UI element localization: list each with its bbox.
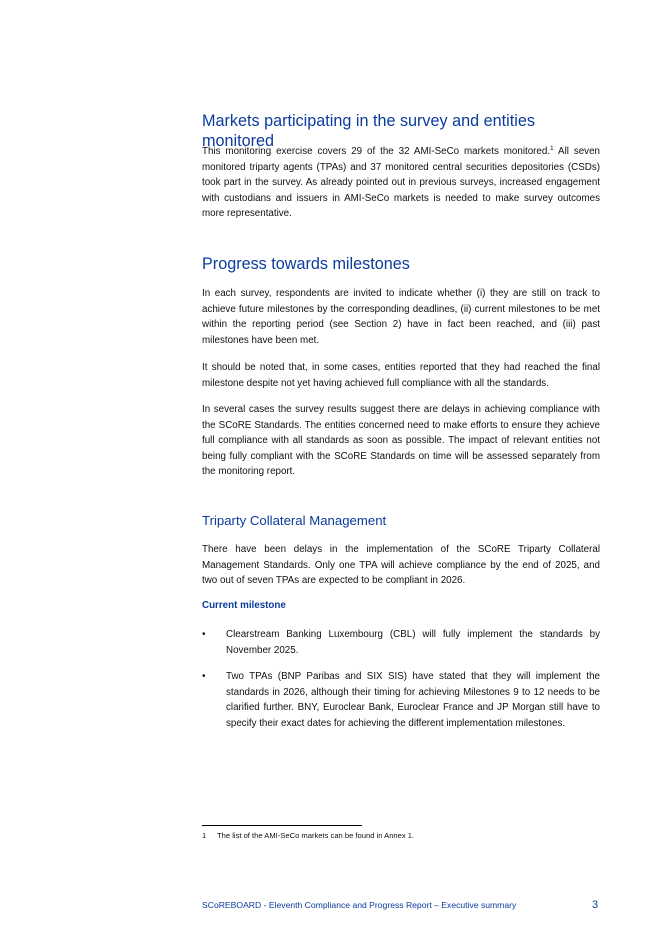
page-footer: SCoREBOARD - Eleventh Compliance and Progress Report – Executive summary	[202, 900, 517, 910]
section-heading-triparty: Triparty Collateral Management	[202, 513, 387, 528]
markets-paragraph-text-a: This monitoring exercise covers 29 of the 32 AMI-SeCo markets monitored.	[202, 146, 551, 157]
markets-paragraph	[202, 144, 600, 222]
milestone-list	[202, 627, 600, 732]
footnote-text: The list of the AMI-SeCo markets can be found in Annex 1.	[217, 831, 415, 840]
markets-paragraph-text-b: All seven monitored triparty agents (TPAs) and 37 monitored central securities depositories (CSDs) took part in the survey. As already pointed out in previous surveys, increased engagement with custodians and issuers in AMI-SeCo markets is needed to make survey outcomes more representative.	[202, 146, 600, 220]
list-item-text: Clearstream Banking Luxembourg (CBL) will fully implement the standards by November 2025.	[226, 629, 600, 656]
progress-paragraph-3: In several cases the survey results suggest there are delays in achieving compliance with the SCoRE Standards. The entities concerned need to make efforts to ensure they achieve full compliance with all standards as soon as possible. The impact of relevant entities not being fully compliant with the SCoRE Standards on time will be assessed separately from the monitoring report.	[202, 404, 600, 478]
footnote	[202, 831, 600, 841]
progress-paragraph-2: It should be noted that, in some cases, entities reported that they had reached the final milestone despite not yet having achieved full compliance with all the standards.	[202, 362, 600, 389]
progress-paragraph-1: In each survey, respondents are invited to indicate whether (i) they are still on track to achieve future milestones by the corresponding deadlines, (ii) current milestones to be met within the reporting period (see Section 2) have in fact been reached, and (iii) past milestones have been met.	[202, 288, 600, 346]
bullet-icon: •	[202, 671, 206, 683]
current-milestone-heading: Current milestone	[202, 600, 286, 611]
bullet-icon: •	[202, 629, 206, 640]
section-heading-markets: Markets participating in the survey and entities monitored	[202, 112, 535, 150]
page-number: 3	[592, 899, 599, 911]
section-heading-progress: Progress towards milestones	[202, 255, 410, 273]
footnote-number: 1	[202, 831, 207, 840]
footnote-reference[interactable]: 1	[550, 145, 554, 152]
footnote-divider	[202, 825, 362, 826]
list-item	[202, 627, 600, 658]
list-item	[202, 669, 600, 731]
triparty-paragraph: There have been delays in the implementation of the SCoRE Triparty Collateral Management Standards. Only one TPA will achieve compliance by the end of 2025, and two out of seven TPAs are expected to be compliant in 2026.	[202, 544, 600, 587]
list-item-text: Two TPAs (BNP Paribas and SIX SIS) have stated that they will implement the standards in 2026, although their timing for achieving Milestones 9 to 12 needs to be clarified further. BNY, Euroclear Bank, Euroclear France and JP Morgan still have to specify their exact dates for achieving the different implementation milestones.	[226, 671, 600, 729]
